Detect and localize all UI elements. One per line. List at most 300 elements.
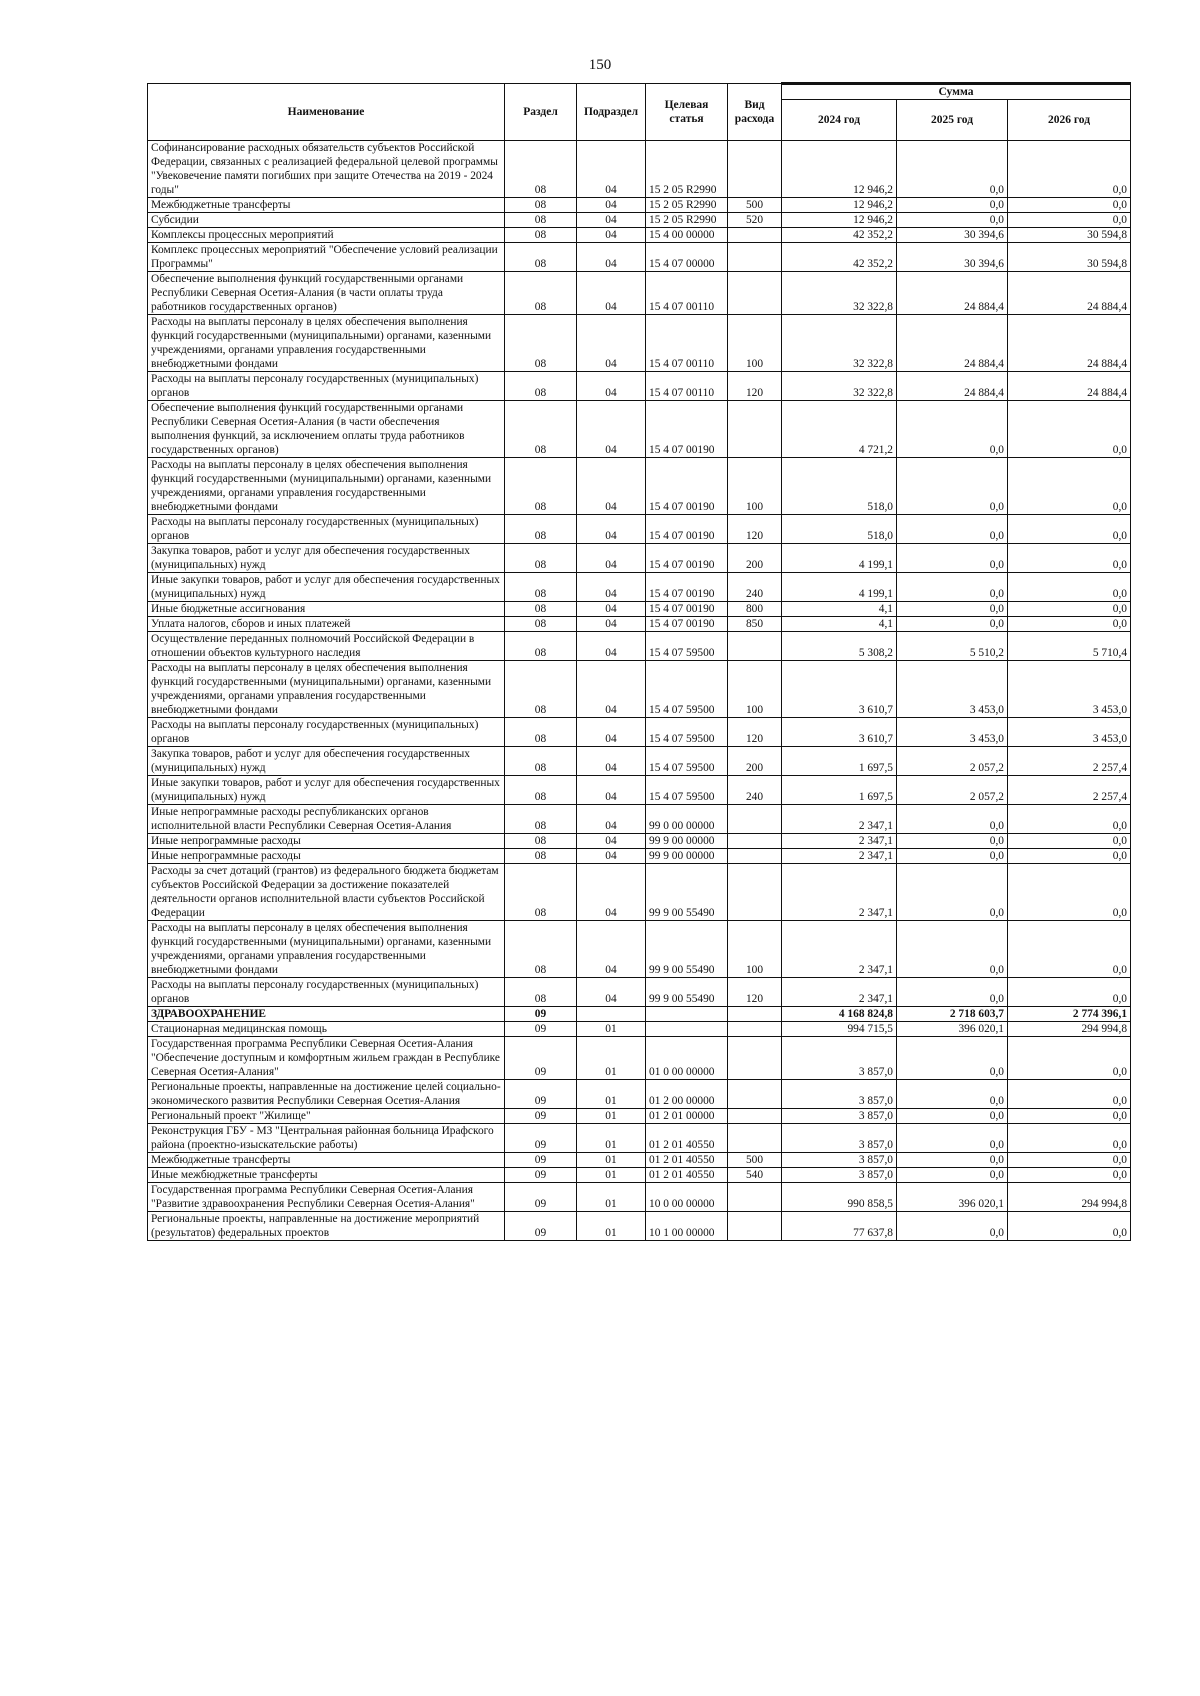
cell-celevaya: 15 4 07 00190 bbox=[646, 602, 728, 617]
cell-y2025: 0,0 bbox=[897, 602, 1008, 617]
cell-y2026: 0,0 bbox=[1008, 1153, 1131, 1168]
table-row bbox=[148, 515, 1131, 544]
cell-podrazdel: 04 bbox=[577, 544, 646, 573]
cell-podrazdel: 04 bbox=[577, 747, 646, 776]
cell-podrazdel: 04 bbox=[577, 458, 646, 515]
cell-razdel: 08 bbox=[505, 458, 577, 515]
table-body bbox=[148, 141, 1131, 1241]
cell-podrazdel: 04 bbox=[577, 978, 646, 1007]
cell-vid: 500 bbox=[728, 198, 782, 213]
cell-y2025: 0,0 bbox=[897, 849, 1008, 864]
cell-y2024: 12 946,2 bbox=[782, 141, 897, 198]
cell-podrazdel: 04 bbox=[577, 617, 646, 632]
table-row bbox=[148, 834, 1131, 849]
cell-vid bbox=[728, 864, 782, 921]
cell-celevaya: 15 4 07 00190 bbox=[646, 544, 728, 573]
cell-razdel: 08 bbox=[505, 243, 577, 272]
table-row bbox=[148, 864, 1131, 921]
cell-y2025: 30 394,6 bbox=[897, 243, 1008, 272]
cell-name: Обеспечение выполнения функций государственными органами Республики Северная Осетия-Алания (в части оплаты труда работников государственных органов) bbox=[148, 272, 505, 315]
cell-y2024: 3 857,0 bbox=[782, 1109, 897, 1124]
header-vid: Вид расхода bbox=[728, 84, 782, 141]
cell-razdel: 08 bbox=[505, 805, 577, 834]
cell-name: Софинансирование расходных обязательств субъектов Российской Федерации, связанных с реализацией федеральной целевой программы "Увековечение памяти погибших при защите Отечества на 2019 - 2024 годы" bbox=[148, 141, 505, 198]
table-row bbox=[148, 1124, 1131, 1153]
cell-podrazdel: 01 bbox=[577, 1183, 646, 1212]
cell-name: Закупка товаров, работ и услуг для обеспечения государственных (муниципальных) нужд bbox=[148, 747, 505, 776]
table-row bbox=[148, 458, 1131, 515]
page-number: 150 bbox=[588, 57, 612, 73]
cell-vid bbox=[728, 1080, 782, 1109]
cell-y2026: 0,0 bbox=[1008, 544, 1131, 573]
cell-vid bbox=[728, 401, 782, 458]
cell-y2024: 4 168 824,8 bbox=[782, 1007, 897, 1022]
cell-razdel: 09 bbox=[505, 1109, 577, 1124]
cell-celevaya: 01 2 01 40550 bbox=[646, 1124, 728, 1153]
cell-podrazdel bbox=[577, 1007, 646, 1022]
cell-vid bbox=[728, 1022, 782, 1037]
cell-celevaya: 15 4 07 59500 bbox=[646, 718, 728, 747]
cell-y2025: 0,0 bbox=[897, 1168, 1008, 1183]
cell-y2026: 0,0 bbox=[1008, 198, 1131, 213]
cell-celevaya: 15 2 05 R2990 bbox=[646, 198, 728, 213]
cell-name: Иные межбюджетные трансферты bbox=[148, 1168, 505, 1183]
cell-y2026: 294 994,8 bbox=[1008, 1022, 1131, 1037]
cell-y2026: 0,0 bbox=[1008, 849, 1131, 864]
cell-razdel: 08 bbox=[505, 718, 577, 747]
cell-y2026: 0,0 bbox=[1008, 141, 1131, 198]
cell-razdel: 08 bbox=[505, 602, 577, 617]
cell-celevaya: 99 9 00 55490 bbox=[646, 921, 728, 978]
cell-y2025: 24 884,4 bbox=[897, 372, 1008, 401]
cell-vid bbox=[728, 243, 782, 272]
cell-podrazdel: 04 bbox=[577, 573, 646, 602]
cell-name: Расходы на выплаты персоналу государственных (муниципальных) органов bbox=[148, 515, 505, 544]
cell-y2024: 2 347,1 bbox=[782, 805, 897, 834]
cell-y2026: 30 594,8 bbox=[1008, 243, 1131, 272]
cell-vid: 850 bbox=[728, 617, 782, 632]
cell-y2024: 4 721,2 bbox=[782, 401, 897, 458]
cell-podrazdel: 04 bbox=[577, 776, 646, 805]
cell-y2026: 0,0 bbox=[1008, 864, 1131, 921]
table-row bbox=[148, 1212, 1131, 1241]
cell-podrazdel: 04 bbox=[577, 198, 646, 213]
cell-name: Расходы на выплаты персоналу государственных (муниципальных) органов bbox=[148, 718, 505, 747]
table-row bbox=[148, 544, 1131, 573]
cell-y2026: 24 884,4 bbox=[1008, 372, 1131, 401]
cell-podrazdel: 01 bbox=[577, 1037, 646, 1080]
cell-podrazdel: 04 bbox=[577, 834, 646, 849]
cell-celevaya: 10 0 00 00000 bbox=[646, 1183, 728, 1212]
cell-name: Уплата налогов, сборов и иных платежей bbox=[148, 617, 505, 632]
cell-razdel: 08 bbox=[505, 228, 577, 243]
cell-y2026: 30 594,8 bbox=[1008, 228, 1131, 243]
table-row bbox=[148, 617, 1131, 632]
table-row bbox=[148, 401, 1131, 458]
cell-name: Межбюджетные трансферты bbox=[148, 1153, 505, 1168]
cell-name: Субсидии bbox=[148, 213, 505, 228]
cell-name: Региональные проекты, направленные на достижение целей социально-экономического развития Республики Северная Осетия-Алания bbox=[148, 1080, 505, 1109]
cell-y2025: 0,0 bbox=[897, 198, 1008, 213]
cell-y2024: 42 352,2 bbox=[782, 243, 897, 272]
cell-vid: 200 bbox=[728, 544, 782, 573]
cell-razdel: 08 bbox=[505, 213, 577, 228]
cell-y2025: 0,0 bbox=[897, 458, 1008, 515]
cell-y2024: 518,0 bbox=[782, 458, 897, 515]
cell-vid: 520 bbox=[728, 213, 782, 228]
cell-celevaya: 99 9 00 00000 bbox=[646, 834, 728, 849]
cell-y2024: 3 857,0 bbox=[782, 1080, 897, 1109]
cell-y2024: 12 946,2 bbox=[782, 198, 897, 213]
cell-vid bbox=[728, 1124, 782, 1153]
cell-razdel: 09 bbox=[505, 1183, 577, 1212]
cell-y2024: 5 308,2 bbox=[782, 632, 897, 661]
cell-celevaya: 15 4 07 00110 bbox=[646, 315, 728, 372]
cell-vid: 120 bbox=[728, 515, 782, 544]
cell-celevaya: 01 0 00 00000 bbox=[646, 1037, 728, 1080]
cell-y2025: 0,0 bbox=[897, 1037, 1008, 1080]
cell-razdel: 09 bbox=[505, 1007, 577, 1022]
cell-celevaya: 99 9 00 00000 bbox=[646, 849, 728, 864]
cell-y2024: 12 946,2 bbox=[782, 213, 897, 228]
cell-y2024: 994 715,5 bbox=[782, 1022, 897, 1037]
cell-y2024: 3 857,0 bbox=[782, 1037, 897, 1080]
table-row bbox=[148, 1022, 1131, 1037]
cell-y2025: 0,0 bbox=[897, 921, 1008, 978]
cell-y2024: 4 199,1 bbox=[782, 544, 897, 573]
cell-vid: 100 bbox=[728, 315, 782, 372]
cell-name: Иные закупки товаров, работ и услуг для обеспечения государственных (муниципальных) нужд bbox=[148, 573, 505, 602]
cell-y2026: 0,0 bbox=[1008, 805, 1131, 834]
cell-y2026: 0,0 bbox=[1008, 978, 1131, 1007]
cell-razdel: 08 bbox=[505, 978, 577, 1007]
cell-y2024: 4,1 bbox=[782, 617, 897, 632]
cell-y2026: 0,0 bbox=[1008, 1168, 1131, 1183]
cell-podrazdel: 04 bbox=[577, 213, 646, 228]
cell-y2026: 0,0 bbox=[1008, 1037, 1131, 1080]
cell-celevaya: 15 2 05 R2990 bbox=[646, 141, 728, 198]
cell-razdel: 08 bbox=[505, 573, 577, 602]
cell-y2024: 77 637,8 bbox=[782, 1212, 897, 1241]
cell-name: Иные непрограммные расходы bbox=[148, 849, 505, 864]
cell-y2024: 3 857,0 bbox=[782, 1153, 897, 1168]
cell-y2024: 3 857,0 bbox=[782, 1124, 897, 1153]
cell-razdel: 09 bbox=[505, 1168, 577, 1183]
table-row bbox=[148, 718, 1131, 747]
cell-name: Расходы на выплаты персоналу государственных (муниципальных) органов bbox=[148, 978, 505, 1007]
cell-y2025: 0,0 bbox=[897, 617, 1008, 632]
cell-y2025: 3 453,0 bbox=[897, 661, 1008, 718]
cell-vid bbox=[728, 1037, 782, 1080]
cell-vid bbox=[728, 1109, 782, 1124]
cell-podrazdel: 04 bbox=[577, 401, 646, 458]
cell-name: Расходы на выплаты персоналу в целях обеспечения выполнения функций государственными (муниципальными) органами, казенными учреждениями, органами управления государственными внебюджетными фондами bbox=[148, 661, 505, 718]
cell-y2026: 3 453,0 bbox=[1008, 718, 1131, 747]
cell-y2026: 0,0 bbox=[1008, 401, 1131, 458]
table-row bbox=[148, 632, 1131, 661]
table-row bbox=[148, 243, 1131, 272]
cell-name: Закупка товаров, работ и услуг для обеспечения государственных (муниципальных) нужд bbox=[148, 544, 505, 573]
table-row bbox=[148, 805, 1131, 834]
cell-celevaya bbox=[646, 1022, 728, 1037]
cell-name: Государственная программа Республики Северная Осетия-Алания "Развитие здравоохранения Республики Северная Осетия-Алания" bbox=[148, 1183, 505, 1212]
cell-celevaya: 15 2 05 R2990 bbox=[646, 213, 728, 228]
cell-vid: 120 bbox=[728, 718, 782, 747]
cell-razdel: 08 bbox=[505, 834, 577, 849]
cell-razdel: 08 bbox=[505, 776, 577, 805]
cell-y2026: 2 774 396,1 bbox=[1008, 1007, 1131, 1022]
cell-razdel: 08 bbox=[505, 315, 577, 372]
cell-y2025: 396 020,1 bbox=[897, 1022, 1008, 1037]
cell-vid: 100 bbox=[728, 661, 782, 718]
cell-razdel: 09 bbox=[505, 1124, 577, 1153]
cell-y2024: 2 347,1 bbox=[782, 978, 897, 1007]
cell-podrazdel: 04 bbox=[577, 864, 646, 921]
cell-podrazdel: 04 bbox=[577, 632, 646, 661]
cell-razdel: 08 bbox=[505, 921, 577, 978]
cell-celevaya: 15 4 07 00190 bbox=[646, 515, 728, 544]
cell-vid bbox=[728, 1183, 782, 1212]
cell-podrazdel: 04 bbox=[577, 272, 646, 315]
cell-vid: 100 bbox=[728, 458, 782, 515]
cell-y2025: 0,0 bbox=[897, 213, 1008, 228]
cell-podrazdel: 04 bbox=[577, 849, 646, 864]
cell-celevaya: 15 4 07 00190 bbox=[646, 401, 728, 458]
cell-y2024: 518,0 bbox=[782, 515, 897, 544]
table-row bbox=[148, 921, 1131, 978]
cell-y2024: 3 857,0 bbox=[782, 1168, 897, 1183]
cell-podrazdel: 01 bbox=[577, 1109, 646, 1124]
cell-name: Комплекс процессных мероприятий "Обеспечение условий реализации Программы" bbox=[148, 243, 505, 272]
cell-razdel: 08 bbox=[505, 544, 577, 573]
cell-y2024: 2 347,1 bbox=[782, 849, 897, 864]
header-podrazdel: Подраздел bbox=[577, 84, 646, 141]
cell-vid bbox=[728, 228, 782, 243]
cell-y2025: 30 394,6 bbox=[897, 228, 1008, 243]
cell-y2026: 294 994,8 bbox=[1008, 1183, 1131, 1212]
cell-vid bbox=[728, 272, 782, 315]
cell-y2026: 3 453,0 bbox=[1008, 661, 1131, 718]
cell-vid bbox=[728, 805, 782, 834]
cell-y2024: 32 322,8 bbox=[782, 272, 897, 315]
cell-y2026: 0,0 bbox=[1008, 515, 1131, 544]
cell-y2025: 0,0 bbox=[897, 1080, 1008, 1109]
table-row bbox=[148, 198, 1131, 213]
cell-podrazdel: 01 bbox=[577, 1022, 646, 1037]
cell-celevaya: 15 4 07 00000 bbox=[646, 243, 728, 272]
cell-name: Государственная программа Республики Северная Осетия-Алания "Обеспечение доступным и комфортным жильем граждан в Республике Северная Осетия-Алания" bbox=[148, 1037, 505, 1080]
cell-y2024: 3 610,7 bbox=[782, 718, 897, 747]
table-row bbox=[148, 849, 1131, 864]
cell-vid: 800 bbox=[728, 602, 782, 617]
cell-podrazdel: 04 bbox=[577, 921, 646, 978]
cell-y2024: 3 610,7 bbox=[782, 661, 897, 718]
cell-y2025: 0,0 bbox=[897, 515, 1008, 544]
cell-y2026: 0,0 bbox=[1008, 573, 1131, 602]
cell-y2026: 0,0 bbox=[1008, 1212, 1131, 1241]
table-row bbox=[148, 213, 1131, 228]
cell-name: ЗДРАВООХРАНЕНИЕ bbox=[148, 1007, 505, 1022]
cell-y2026: 0,0 bbox=[1008, 921, 1131, 978]
header-2026: 2026 год bbox=[1008, 100, 1131, 141]
cell-razdel: 09 bbox=[505, 1037, 577, 1080]
table-row bbox=[148, 228, 1131, 243]
cell-y2026: 2 257,4 bbox=[1008, 776, 1131, 805]
cell-celevaya: 10 1 00 00000 bbox=[646, 1212, 728, 1241]
cell-y2024: 2 347,1 bbox=[782, 834, 897, 849]
cell-podrazdel: 04 bbox=[577, 372, 646, 401]
cell-y2026: 0,0 bbox=[1008, 213, 1131, 228]
cell-y2025: 0,0 bbox=[897, 805, 1008, 834]
cell-name: Региональный проект "Жилище" bbox=[148, 1109, 505, 1124]
cell-celevaya: 99 9 00 55490 bbox=[646, 978, 728, 1007]
cell-celevaya: 15 4 07 00190 bbox=[646, 617, 728, 632]
cell-name: Региональные проекты, направленные на достижение мероприятий (результатов) федеральных проектов bbox=[148, 1212, 505, 1241]
cell-y2026: 0,0 bbox=[1008, 1080, 1131, 1109]
cell-y2026: 24 884,4 bbox=[1008, 315, 1131, 372]
cell-y2025: 24 884,4 bbox=[897, 315, 1008, 372]
cell-celevaya: 15 4 07 59500 bbox=[646, 776, 728, 805]
table-row bbox=[148, 602, 1131, 617]
cell-celevaya: 15 4 00 00000 bbox=[646, 228, 728, 243]
table-row bbox=[148, 776, 1131, 805]
cell-celevaya: 15 4 07 59500 bbox=[646, 747, 728, 776]
cell-y2025: 2 057,2 bbox=[897, 776, 1008, 805]
cell-podrazdel: 04 bbox=[577, 602, 646, 617]
cell-razdel: 08 bbox=[505, 401, 577, 458]
cell-y2026: 0,0 bbox=[1008, 617, 1131, 632]
cell-razdel: 08 bbox=[505, 849, 577, 864]
cell-vid bbox=[728, 1212, 782, 1241]
cell-y2025: 0,0 bbox=[897, 1109, 1008, 1124]
cell-y2026: 0,0 bbox=[1008, 1109, 1131, 1124]
cell-y2024: 4 199,1 bbox=[782, 573, 897, 602]
cell-y2024: 42 352,2 bbox=[782, 228, 897, 243]
cell-name: Расходы за счет дотаций (грантов) из федерального бюджета бюджетам субъектов Российской Федерации за достижение показателей деятельности органов исполнительной власти субъектов Российской Федерации bbox=[148, 864, 505, 921]
cell-razdel: 08 bbox=[505, 372, 577, 401]
cell-celevaya: 99 0 00 00000 bbox=[646, 805, 728, 834]
cell-name: Расходы на выплаты персоналу в целях обеспечения выполнения функций государственными (муниципальными) органами, казенными учреждениями, органами управления государственными внебюджетными фондами bbox=[148, 921, 505, 978]
cell-y2026: 0,0 bbox=[1008, 834, 1131, 849]
cell-podrazdel: 04 bbox=[577, 141, 646, 198]
cell-celevaya: 01 2 01 40550 bbox=[646, 1168, 728, 1183]
cell-razdel: 08 bbox=[505, 198, 577, 213]
cell-y2026: 24 884,4 bbox=[1008, 272, 1131, 315]
cell-celevaya: 15 4 07 00110 bbox=[646, 372, 728, 401]
table-row bbox=[148, 1080, 1131, 1109]
cell-vid: 540 bbox=[728, 1168, 782, 1183]
cell-name: Иные непрограммные расходы республиканских органов исполнительной власти Республики Северная Осетия-Алания bbox=[148, 805, 505, 834]
cell-celevaya: 99 9 00 55490 bbox=[646, 864, 728, 921]
cell-name: Реконструкция ГБУ - МЗ "Центральная районная больница Ирафского района (проектно-изыскательские работы) bbox=[148, 1124, 505, 1153]
cell-y2024: 2 347,1 bbox=[782, 921, 897, 978]
cell-celevaya: 15 4 07 00110 bbox=[646, 272, 728, 315]
cell-y2024: 990 858,5 bbox=[782, 1183, 897, 1212]
table-row bbox=[148, 372, 1131, 401]
table-row bbox=[148, 1037, 1131, 1080]
cell-celevaya: 15 4 07 00190 bbox=[646, 573, 728, 602]
cell-name: Иные закупки товаров, работ и услуг для обеспечения государственных (муниципальных) нужд bbox=[148, 776, 505, 805]
table-row bbox=[148, 315, 1131, 372]
cell-y2025: 5 510,2 bbox=[897, 632, 1008, 661]
cell-vid: 200 bbox=[728, 747, 782, 776]
cell-y2025: 396 020,1 bbox=[897, 1183, 1008, 1212]
table-row bbox=[148, 978, 1131, 1007]
cell-podrazdel: 04 bbox=[577, 243, 646, 272]
cell-vid bbox=[728, 1007, 782, 1022]
header-razdel: Раздел bbox=[505, 84, 577, 141]
cell-podrazdel: 04 bbox=[577, 718, 646, 747]
cell-y2025: 0,0 bbox=[897, 1153, 1008, 1168]
cell-name: Стационарная медицинская помощь bbox=[148, 1022, 505, 1037]
cell-y2026: 0,0 bbox=[1008, 602, 1131, 617]
cell-podrazdel: 01 bbox=[577, 1124, 646, 1153]
cell-name: Осуществление переданных полномочий Российской Федерации в отношении объектов культурного наследия bbox=[148, 632, 505, 661]
cell-razdel: 08 bbox=[505, 747, 577, 776]
cell-podrazdel: 04 bbox=[577, 805, 646, 834]
header-2025: 2025 год bbox=[897, 100, 1008, 141]
cell-y2025: 0,0 bbox=[897, 573, 1008, 602]
cell-vid: 120 bbox=[728, 372, 782, 401]
cell-podrazdel: 01 bbox=[577, 1212, 646, 1241]
table-row bbox=[148, 1007, 1131, 1022]
cell-podrazdel: 04 bbox=[577, 661, 646, 718]
cell-podrazdel: 04 bbox=[577, 228, 646, 243]
cell-y2025: 0,0 bbox=[897, 141, 1008, 198]
table-row bbox=[148, 661, 1131, 718]
cell-razdel: 09 bbox=[505, 1212, 577, 1241]
cell-name: Иные непрограммные расходы bbox=[148, 834, 505, 849]
cell-razdel: 08 bbox=[505, 515, 577, 544]
cell-razdel: 08 bbox=[505, 617, 577, 632]
cell-y2024: 2 347,1 bbox=[782, 864, 897, 921]
cell-razdel: 09 bbox=[505, 1080, 577, 1109]
cell-y2025: 3 453,0 bbox=[897, 718, 1008, 747]
cell-celevaya: 01 2 01 00000 bbox=[646, 1109, 728, 1124]
cell-name: Комплексы процессных мероприятий bbox=[148, 228, 505, 243]
cell-y2025: 24 884,4 bbox=[897, 272, 1008, 315]
cell-celevaya bbox=[646, 1007, 728, 1022]
cell-name: Расходы на выплаты персоналу в целях обеспечения выполнения функций государственными (муниципальными) органами, казенными учреждениями, органами управления государственными внебюджетными фондами bbox=[148, 458, 505, 515]
cell-y2025: 0,0 bbox=[897, 1212, 1008, 1241]
cell-podrazdel: 01 bbox=[577, 1153, 646, 1168]
table-row bbox=[148, 573, 1131, 602]
cell-celevaya: 01 2 01 40550 bbox=[646, 1153, 728, 1168]
cell-vid: 120 bbox=[728, 978, 782, 1007]
cell-y2025: 0,0 bbox=[897, 401, 1008, 458]
cell-vid: 100 bbox=[728, 921, 782, 978]
cell-vid bbox=[728, 849, 782, 864]
cell-y2024: 32 322,8 bbox=[782, 315, 897, 372]
header-celevaya: Целевая статья bbox=[646, 84, 728, 141]
cell-y2025: 0,0 bbox=[897, 864, 1008, 921]
table-row bbox=[148, 141, 1131, 198]
table-row bbox=[148, 1109, 1131, 1124]
cell-razdel: 08 bbox=[505, 661, 577, 718]
cell-y2025: 0,0 bbox=[897, 834, 1008, 849]
cell-razdel: 08 bbox=[505, 272, 577, 315]
cell-name: Обеспечение выполнения функций государственными органами Республики Северная Осетия-Алания (в части обеспечения выполнения функций, за исключением оплаты труда работников государственных органов) bbox=[148, 401, 505, 458]
cell-y2025: 2 718 603,7 bbox=[897, 1007, 1008, 1022]
table-row bbox=[148, 1168, 1131, 1183]
cell-y2024: 1 697,5 bbox=[782, 776, 897, 805]
table-row bbox=[148, 747, 1131, 776]
cell-podrazdel: 04 bbox=[577, 515, 646, 544]
cell-y2025: 0,0 bbox=[897, 978, 1008, 1007]
cell-razdel: 08 bbox=[505, 864, 577, 921]
cell-vid: 240 bbox=[728, 573, 782, 602]
budget-table bbox=[147, 82, 1131, 1241]
